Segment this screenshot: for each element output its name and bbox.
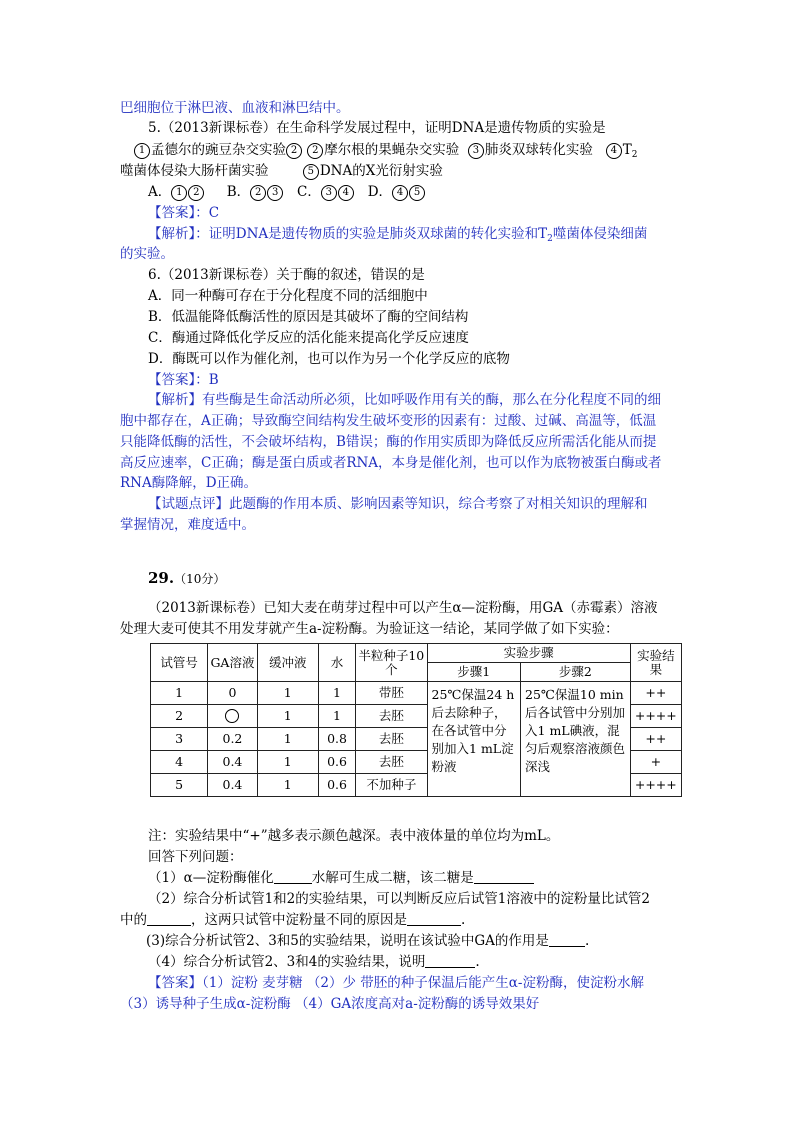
choice-a: A． <box>148 184 172 200</box>
blank-line <box>407 911 461 926</box>
q5-answer-value: ：C <box>195 205 220 221</box>
table-header-row <box>151 644 682 663</box>
q29-answer-2: （3）诱导种子生成α-淀粉酶 （4）GA浓度高对a-淀粉酶的诱导效果好 <box>120 996 540 1012</box>
cell-ga: 0 <box>208 682 257 705</box>
cell-ga: 0.2 <box>208 728 257 751</box>
header-step1: 步骤1 <box>427 663 521 682</box>
q5-choices <box>148 182 426 202</box>
q5-analysis-sub: 2 <box>547 234 553 244</box>
q29-stem-2: 处理大麦可使其不用发芽就产生a-淀粉酶。为验证这一结论，某同学做了如下实验： <box>120 621 619 637</box>
q6-answer <box>148 370 219 390</box>
cc4: 4 <box>338 185 354 201</box>
circled-3: 3 <box>468 143 484 159</box>
top-line: 巴细胞位于淋巴液、血液和淋巴结中。 <box>120 100 350 116</box>
sq1a: （1）α—淀粉酶催化 <box>148 870 274 886</box>
q5-option-4-rest: 噬菌体侵染大肠杆菌实验 <box>120 163 269 179</box>
cd5: 5 <box>409 185 425 201</box>
q29-answer-1-text: （1）淀粉 麦芽糖 （2）少 带胚的种子保温后能产生α-淀粉酶，使淀粉水解 <box>202 975 644 991</box>
ca2: 2 <box>188 185 204 201</box>
q5-option-4-t: T <box>622 142 632 158</box>
header-water: 水 <box>318 644 355 682</box>
cell-water: 1 <box>318 682 355 705</box>
cell-buffer: 1 <box>257 705 318 728</box>
q6-stem: 6.（2013新课标卷）关于酶的叙述，错误的是 <box>148 267 425 283</box>
q29-score: （10分） <box>174 572 226 586</box>
cell-water: 0.6 <box>318 774 355 797</box>
header-buffer: 缓冲液 <box>257 644 318 682</box>
q6-analysis-label: 【解析】 <box>148 392 202 408</box>
q5-answer <box>148 203 219 223</box>
q6-option-a: A．同一种酶可存在于分化程度不同的活细胞中 <box>148 288 428 304</box>
circled-5: 5 <box>303 164 319 180</box>
cell-seed: 不加种子 <box>356 774 427 797</box>
q6-analysis-1 <box>148 390 661 410</box>
experiment-table <box>150 643 682 797</box>
cell-buffer: 1 <box>257 774 318 797</box>
cell-buffer: 1 <box>257 682 318 705</box>
cell-ga: 0.4 <box>208 774 257 797</box>
q6-comment-2: 掌握情况，难度适中。 <box>120 517 255 533</box>
header-seed: 半粒种子10个 <box>356 644 427 682</box>
q5-analysis-1b: 噬菌体侵染细菌 <box>552 226 648 242</box>
q5-answer-label: 【答案】 <box>148 205 196 221</box>
cell-buffer: 1 <box>257 728 318 751</box>
header-steps: 实验步骤 <box>427 644 630 663</box>
q29-sub2-a: （2）综合分析试管1和2的实验结果，可以判断反应后试管1溶液中的淀粉量比试管2 <box>148 891 650 907</box>
hollow-circle-icon <box>225 709 239 723</box>
header-tube: 试管号 <box>151 644 208 682</box>
step2-description: 25℃保温10 min后各试管中分别加入1 mL碘液，混匀后观察溶液颜色深浅 <box>521 682 631 797</box>
cell-seed: 去胚 <box>356 705 427 728</box>
cell-seed: 去胚 <box>356 728 427 751</box>
cell-seed: 去胚 <box>356 751 427 774</box>
sq1b: 水解可生成二糖，该二糖是 <box>311 870 474 886</box>
q5-option-2: 摩尔根的果蝇杂交实验 <box>324 142 460 158</box>
blank-line <box>147 911 191 926</box>
q5-option-1: 孟德尔的豌豆杂交实验 <box>151 142 286 158</box>
q6-comment-1-text: 此题酶的作用本质、影响因素等知识，综合考察了对相关知识的理解和 <box>229 496 648 512</box>
q29-answer-1 <box>148 973 644 993</box>
q29-sub2-b: 中的 ，这两只试管中淀粉量不同的原因是 . <box>120 912 466 928</box>
q6-analysis-4: 高反应速率，C正确；酶是蛋白质或者RNA，本身是催化剂，也可以作为底物被蛋白酶或者 <box>120 455 662 471</box>
q29-sub4: （4）综合分析试管2、3和4的实验结果，说明 . <box>148 954 480 970</box>
cell-tube: 3 <box>151 728 208 751</box>
cell-tube: 1 <box>151 682 208 705</box>
q6-comment-label: 【试题点评】 <box>148 496 229 512</box>
choice-d: D． <box>367 184 393 200</box>
header-result: 实验结果 <box>630 644 681 682</box>
cb3: 3 <box>267 185 283 201</box>
cell-seed: 带胚 <box>356 682 427 705</box>
sq2c: ，这两只试管中淀粉量不同的原因是 <box>191 912 407 928</box>
q29-answer-label: 【答案】 <box>148 975 202 991</box>
cell-result: ++ <box>630 728 681 751</box>
cell-water: 1 <box>318 705 355 728</box>
step1-description: 25℃保温24 h后去除种子，在各试管中分别加入1 mL淀粉液 <box>427 682 521 797</box>
sq3: (3)综合分析试管2、3和5的实验结果，说明在该试验中GA的作用是 <box>146 933 549 949</box>
q6-analysis-3: 只能降低酶的活性，不会破坏结构，B错误；酶的作用实质即为降低反应所需活化能从而提 <box>120 434 657 450</box>
q6-option-d: D．酶既可以作为催化剂，也可以作为另一个化学反应的底物 <box>148 351 510 367</box>
q6-option-b: B．低温能降低酶活性的原因是其破坏了酶的空间结构 <box>148 309 469 325</box>
cell-water: 0.8 <box>318 728 355 751</box>
choice-c: C． <box>297 184 321 200</box>
circled-1: 1 <box>134 143 150 159</box>
q5-options-line2 <box>120 161 443 181</box>
cell-result: ++++ <box>630 705 681 728</box>
q6-analysis-2: 胞中都存在，A正确；导致酶空间结构发生破坏变形的因素有：过酸、过碱、高温等，低温 <box>120 413 657 429</box>
header-step2: 步骤2 <box>521 663 631 682</box>
q5-option-3: 肺炎双球转化实验 <box>484 142 593 158</box>
sq4: （4）综合分析试管2、3和4的实验结果，说明 <box>148 954 426 970</box>
cell-buffer: 1 <box>257 751 318 774</box>
q29-number: 29. <box>148 569 175 587</box>
sq2b: 中的 <box>120 912 147 928</box>
cell-result: ++ <box>630 682 681 705</box>
cb2: 2 <box>250 185 266 201</box>
q29-heading <box>148 568 225 589</box>
cell-ga: 0.4 <box>208 751 257 774</box>
cell-tube: 4 <box>151 751 208 774</box>
blank-line <box>549 932 585 947</box>
header-ga: GA溶液 <box>208 644 257 682</box>
q29-stem-1: （2013新课标卷）已知大麦在萌芽过程中可以产生α—淀粉酶，用GA（赤霉素）溶液 <box>148 600 658 616</box>
blank-line <box>274 869 312 884</box>
q5-analysis-1 <box>148 224 647 249</box>
ca1: 1 <box>171 185 187 201</box>
q29-note: 注：实验结果中“+”越多表示颜色越深。表中液体量的单位均为mL。 <box>148 828 560 844</box>
cell-tube: 5 <box>151 774 208 797</box>
q5-analysis-1a: ：证明DNA是遗传物质的实验是肺炎双球菌的转化实验和T <box>195 226 548 242</box>
q6-analysis-1-text: 有些酶是生命活动所必须，比如呼吸作用有关的酶，那么在分化程度不同的细 <box>202 392 661 408</box>
q6-comment-1 <box>148 494 648 514</box>
circled-4: 4 <box>606 143 622 159</box>
q6-answer-value: ：B <box>195 372 219 388</box>
q5-stem: 5.（2013新课标卷）在生命科学发展过程中，证明DNA是遗传物质的实验是 <box>148 120 606 136</box>
q5-analysis-label: 【解析】 <box>148 226 196 242</box>
cell-result: + <box>630 751 681 774</box>
q6-option-c: C．酶通过降低化学反应的活化能来提高化学反应速度 <box>148 330 469 346</box>
q5-analysis-2: 的实验。 <box>120 246 174 262</box>
circled-2b: 2 <box>307 143 323 159</box>
q29-sub1 <box>148 868 534 888</box>
blank-line <box>474 869 534 884</box>
circled-2: 2 <box>286 143 302 159</box>
choice-b: B． <box>226 184 251 200</box>
q5-option-4-sub: 2 <box>631 150 638 160</box>
cell-result: ++++ <box>630 774 681 797</box>
q29-sub3: (3)综合分析试管2、3和5的实验结果，说明在该试验中GA的作用是 . <box>146 933 590 949</box>
blank-line <box>425 953 475 968</box>
q6-answer-label: 【答案】 <box>148 372 196 388</box>
cc3: 3 <box>321 185 337 201</box>
q5-option-5: DNA的X光衍射实验 <box>319 163 443 179</box>
cd4: 4 <box>392 185 408 201</box>
q6-analysis-5: RNA酶降解，D正确。 <box>120 475 258 491</box>
cell-tube: 2 <box>151 705 208 728</box>
table-row <box>151 682 682 705</box>
cell-ga-hollow <box>208 705 257 728</box>
q29-prompt: 回答下列问题： <box>148 849 243 865</box>
cell-water: 0.6 <box>318 751 355 774</box>
